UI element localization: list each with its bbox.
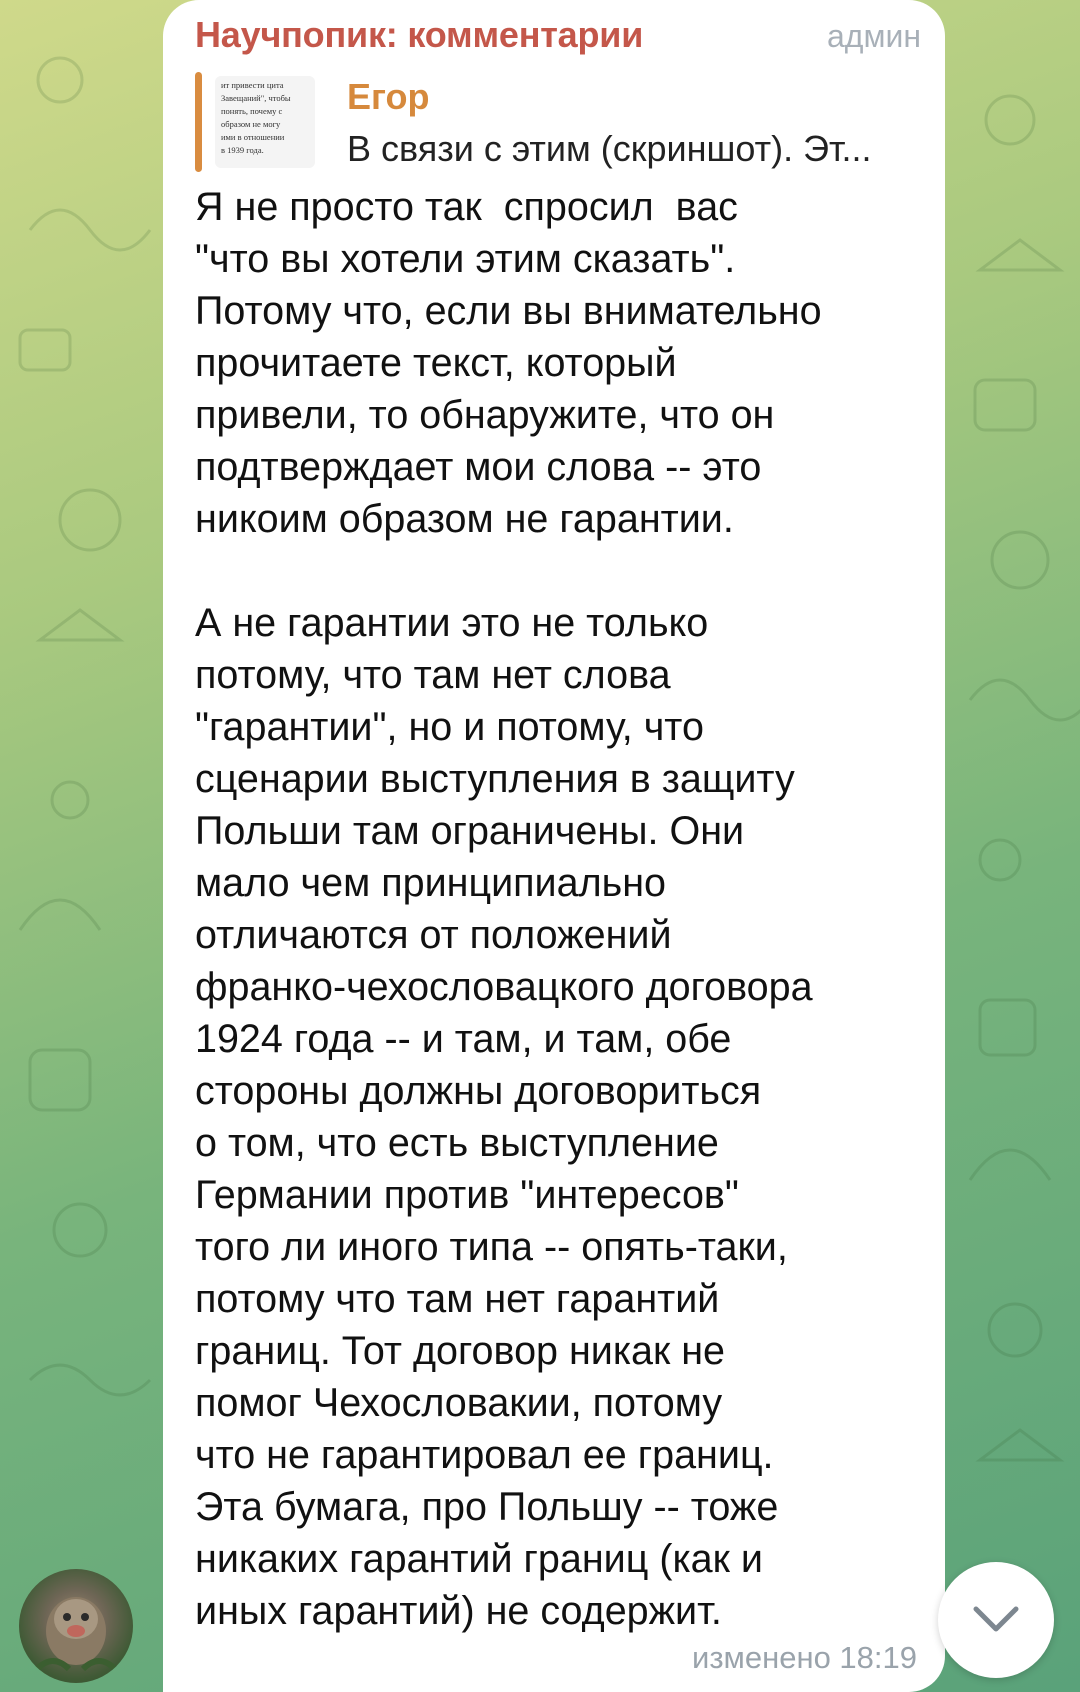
thumbnail-text-line: понять, почему с [221,106,283,116]
message-line: никоим образом не гарантии. [195,497,734,541]
message-line: потому, что там нет слова [195,653,671,697]
message-line: "что вы хотели этим сказать". [195,237,736,281]
message-line: никаких гарантий границ (как и [195,1537,763,1581]
reply-thumbnail [215,76,315,168]
message-line: отличаются от положений [195,913,672,957]
chevron-down-icon [972,1605,1020,1635]
message-line: мало чем принципиально [195,861,666,905]
message-line: Я не просто так спросил вас [195,185,738,229]
message-line: 1924 года -- и там, и там, обе [195,1017,732,1061]
message-line: Польши там ограничены. Они [195,809,745,853]
message-line: прочитаете текст, который [195,341,677,385]
thumbnail-text-line: ит привести цита [221,80,284,90]
message-line: Эта бумага, про Польшу -- тоже [195,1485,779,1529]
scroll-down-button[interactable] [938,1562,1054,1678]
message-line: подтверждает мои слова -- это [195,445,762,489]
thumbnail-text-line: в 1939 года. [221,145,264,155]
thumbnail-text-line: ими в отношении [221,132,285,142]
message-line: о том, что есть выступление [195,1121,719,1165]
message-line: Потому что, если вы внимательно [195,289,822,333]
message-line: А не гарантии это не только [195,601,709,645]
message-line: франко-чехословацкого договора [195,965,813,1009]
user-avatar[interactable] [19,1569,133,1683]
message-line: стороны должны договориться [195,1069,762,1113]
author-role-badge: админ [826,18,921,54]
message-line: сценарии выступления в защиту [195,757,795,801]
thumbnail-text-line: Завещаний", чтобы [221,93,291,103]
chat-title[interactable]: Научпопик: комментарии [195,14,644,55]
message-line: "гарантии", но и потому, что [195,705,704,749]
message-bubble[interactable] [163,0,945,1692]
message-line: иных гарантий) не содержит. [195,1589,722,1633]
edited-timestamp: изменено 18:19 [692,1640,917,1675]
message-line: того ли иного типа -- опять-таки, [195,1225,788,1269]
message-paragraph [195,597,915,1637]
message-line: границ. Тот договор никак не [195,1329,726,1373]
reply-accent-bar [195,72,202,172]
message-line: что не гарантировал ее границ. [195,1433,774,1477]
reply-author: Егор [347,76,430,117]
message-paragraph [195,181,915,545]
thumbnail-text-line: образом не могу [221,119,281,129]
message-line: Германии против "интересов" [195,1173,739,1217]
reply-preview-text: В связи с этим (скриншот). Эт... [347,128,872,169]
message-line: привели, то обнаружите, что он [195,393,775,437]
reply-preview[interactable] [195,72,915,172]
message-text [195,181,915,1637]
message-line: потому что там нет гарантий [195,1277,720,1321]
message-line: помог Чехословакии, потому [195,1381,723,1425]
